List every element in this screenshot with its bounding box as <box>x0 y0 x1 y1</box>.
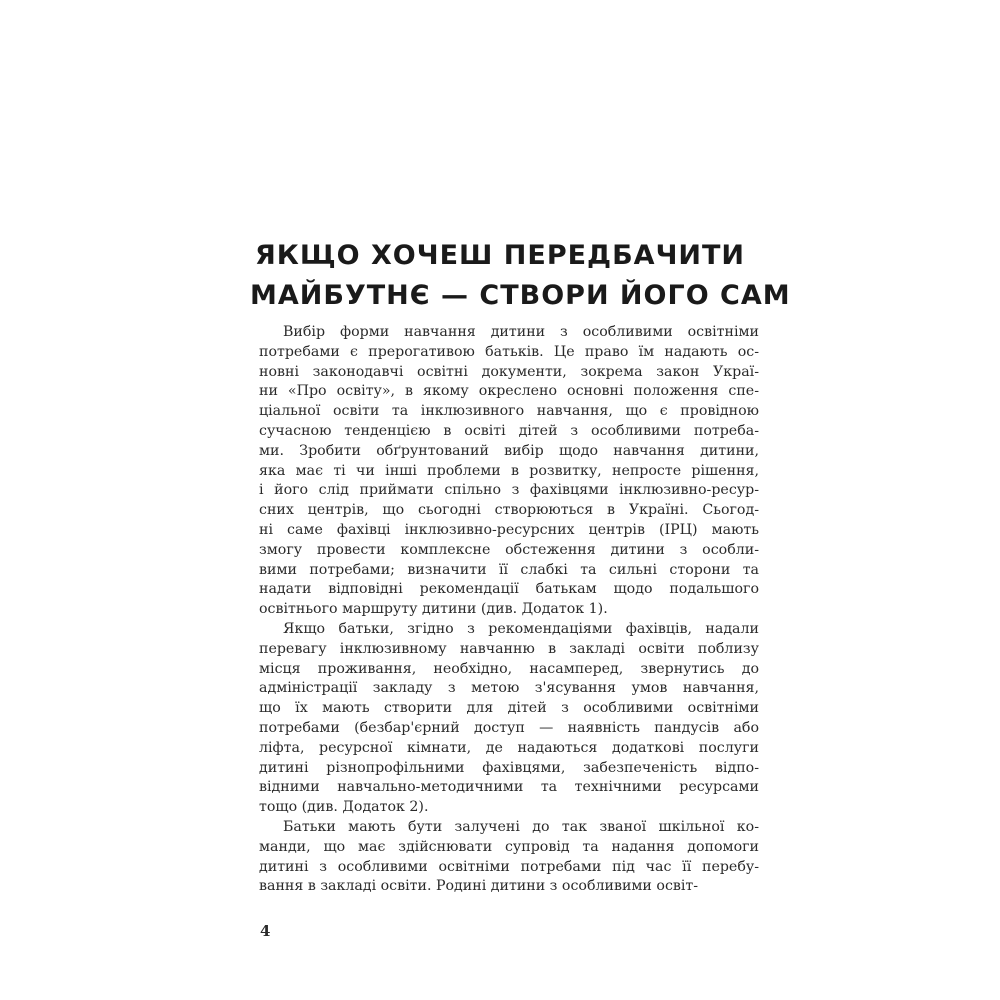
chapter-title-line-2: МАЙБУТНЄ — СТВОРИ ЙОГО САМ <box>250 280 791 311</box>
text-line: перевагу інклюзивному навчанню в закладі освіти поблизу <box>259 640 759 657</box>
page-number: 4 <box>260 922 271 940</box>
text-line: дитині різнопрофільними фахівцями, забезпеченість відпо- <box>259 759 759 776</box>
text-line: манди, що має здійснювати супровід та надання допомоги <box>259 838 759 855</box>
text-line: що їх мають створити для дітей з особливими освітніми <box>259 700 759 717</box>
text-line: Батьки мають бути залучені до так званої шкільної ко- <box>283 818 759 835</box>
text-line: сних центрів, що сьогодні створюються в Україні. Сьогод- <box>259 502 759 519</box>
paragraph <box>259 323 759 620</box>
text-line: ни «Про освіту», в якому окреслено основні положення спе- <box>259 383 759 400</box>
chapter-title-line-1: ЯКЩО ХОЧЕШ ПЕРЕДБАЧИТИ <box>254 240 746 271</box>
text-line: дитині з особливими освітніми потребами під час її перебу- <box>259 858 759 875</box>
text-line: ні саме фахівці інклюзивно-ресурсних центрів (ІРЦ) мають <box>259 521 759 538</box>
text-line: освітнього маршруту дитини (див. Додаток 1). <box>259 601 608 618</box>
text-line: яка має ті чи інші проблеми в розвитку, непросте рішення, <box>259 462 759 479</box>
text-line: тощо (див. Додаток 2). <box>259 799 429 816</box>
paragraph <box>259 620 759 818</box>
text-line: новні законодавчі освітні документи, зокрема закон Украї- <box>259 363 759 380</box>
text-line: і його слід приймати спільно з фахівцями інклюзивно-ресур- <box>259 482 759 499</box>
paragraph <box>259 818 759 897</box>
text-line: адміністрації закладу з метою з'ясування умов навчання, <box>259 680 759 697</box>
text-line: місця проживання, необхідно, насамперед, звернутись до <box>259 660 759 677</box>
text-line: потребами (безбар'єрний доступ — наявність пандусів або <box>259 719 759 736</box>
text-line: відними навчально-методичними та технічними ресурсами <box>259 779 759 796</box>
text-line: надати відповідні рекомендації батькам щодо подальшого <box>259 581 759 598</box>
text-line: Вибір форми навчання дитини з особливими освітніми <box>283 324 759 340</box>
text-line: вання в закладі освіти. Родині дитини з особливими освіт- <box>259 878 699 895</box>
text-line: Якщо батьки, згідно з рекомендаціями фахівців, надали <box>283 620 759 637</box>
chapter-title <box>250 236 791 316</box>
text-line: ми. Зробити обґрунтований вибір щодо навчання дитини, <box>259 442 759 459</box>
text-line: змогу провести комплексне обстеження дитини з особли- <box>259 541 759 558</box>
text-line: потребами є прерогативою батьків. Це право їм надають ос- <box>259 343 759 360</box>
text-line: ліфта, ресурсної кімнати, де надаються додаткові послуги <box>259 739 759 756</box>
text-line: ціальної освіти та інклюзивного навчання, що є провідною <box>259 403 759 420</box>
text-line: вими потребами; визначити її слабкі та сильні сторони та <box>259 561 759 578</box>
body-text <box>259 323 759 897</box>
text-line: сучасною тенденцією в освіті дітей з особливими потреба- <box>259 422 759 439</box>
